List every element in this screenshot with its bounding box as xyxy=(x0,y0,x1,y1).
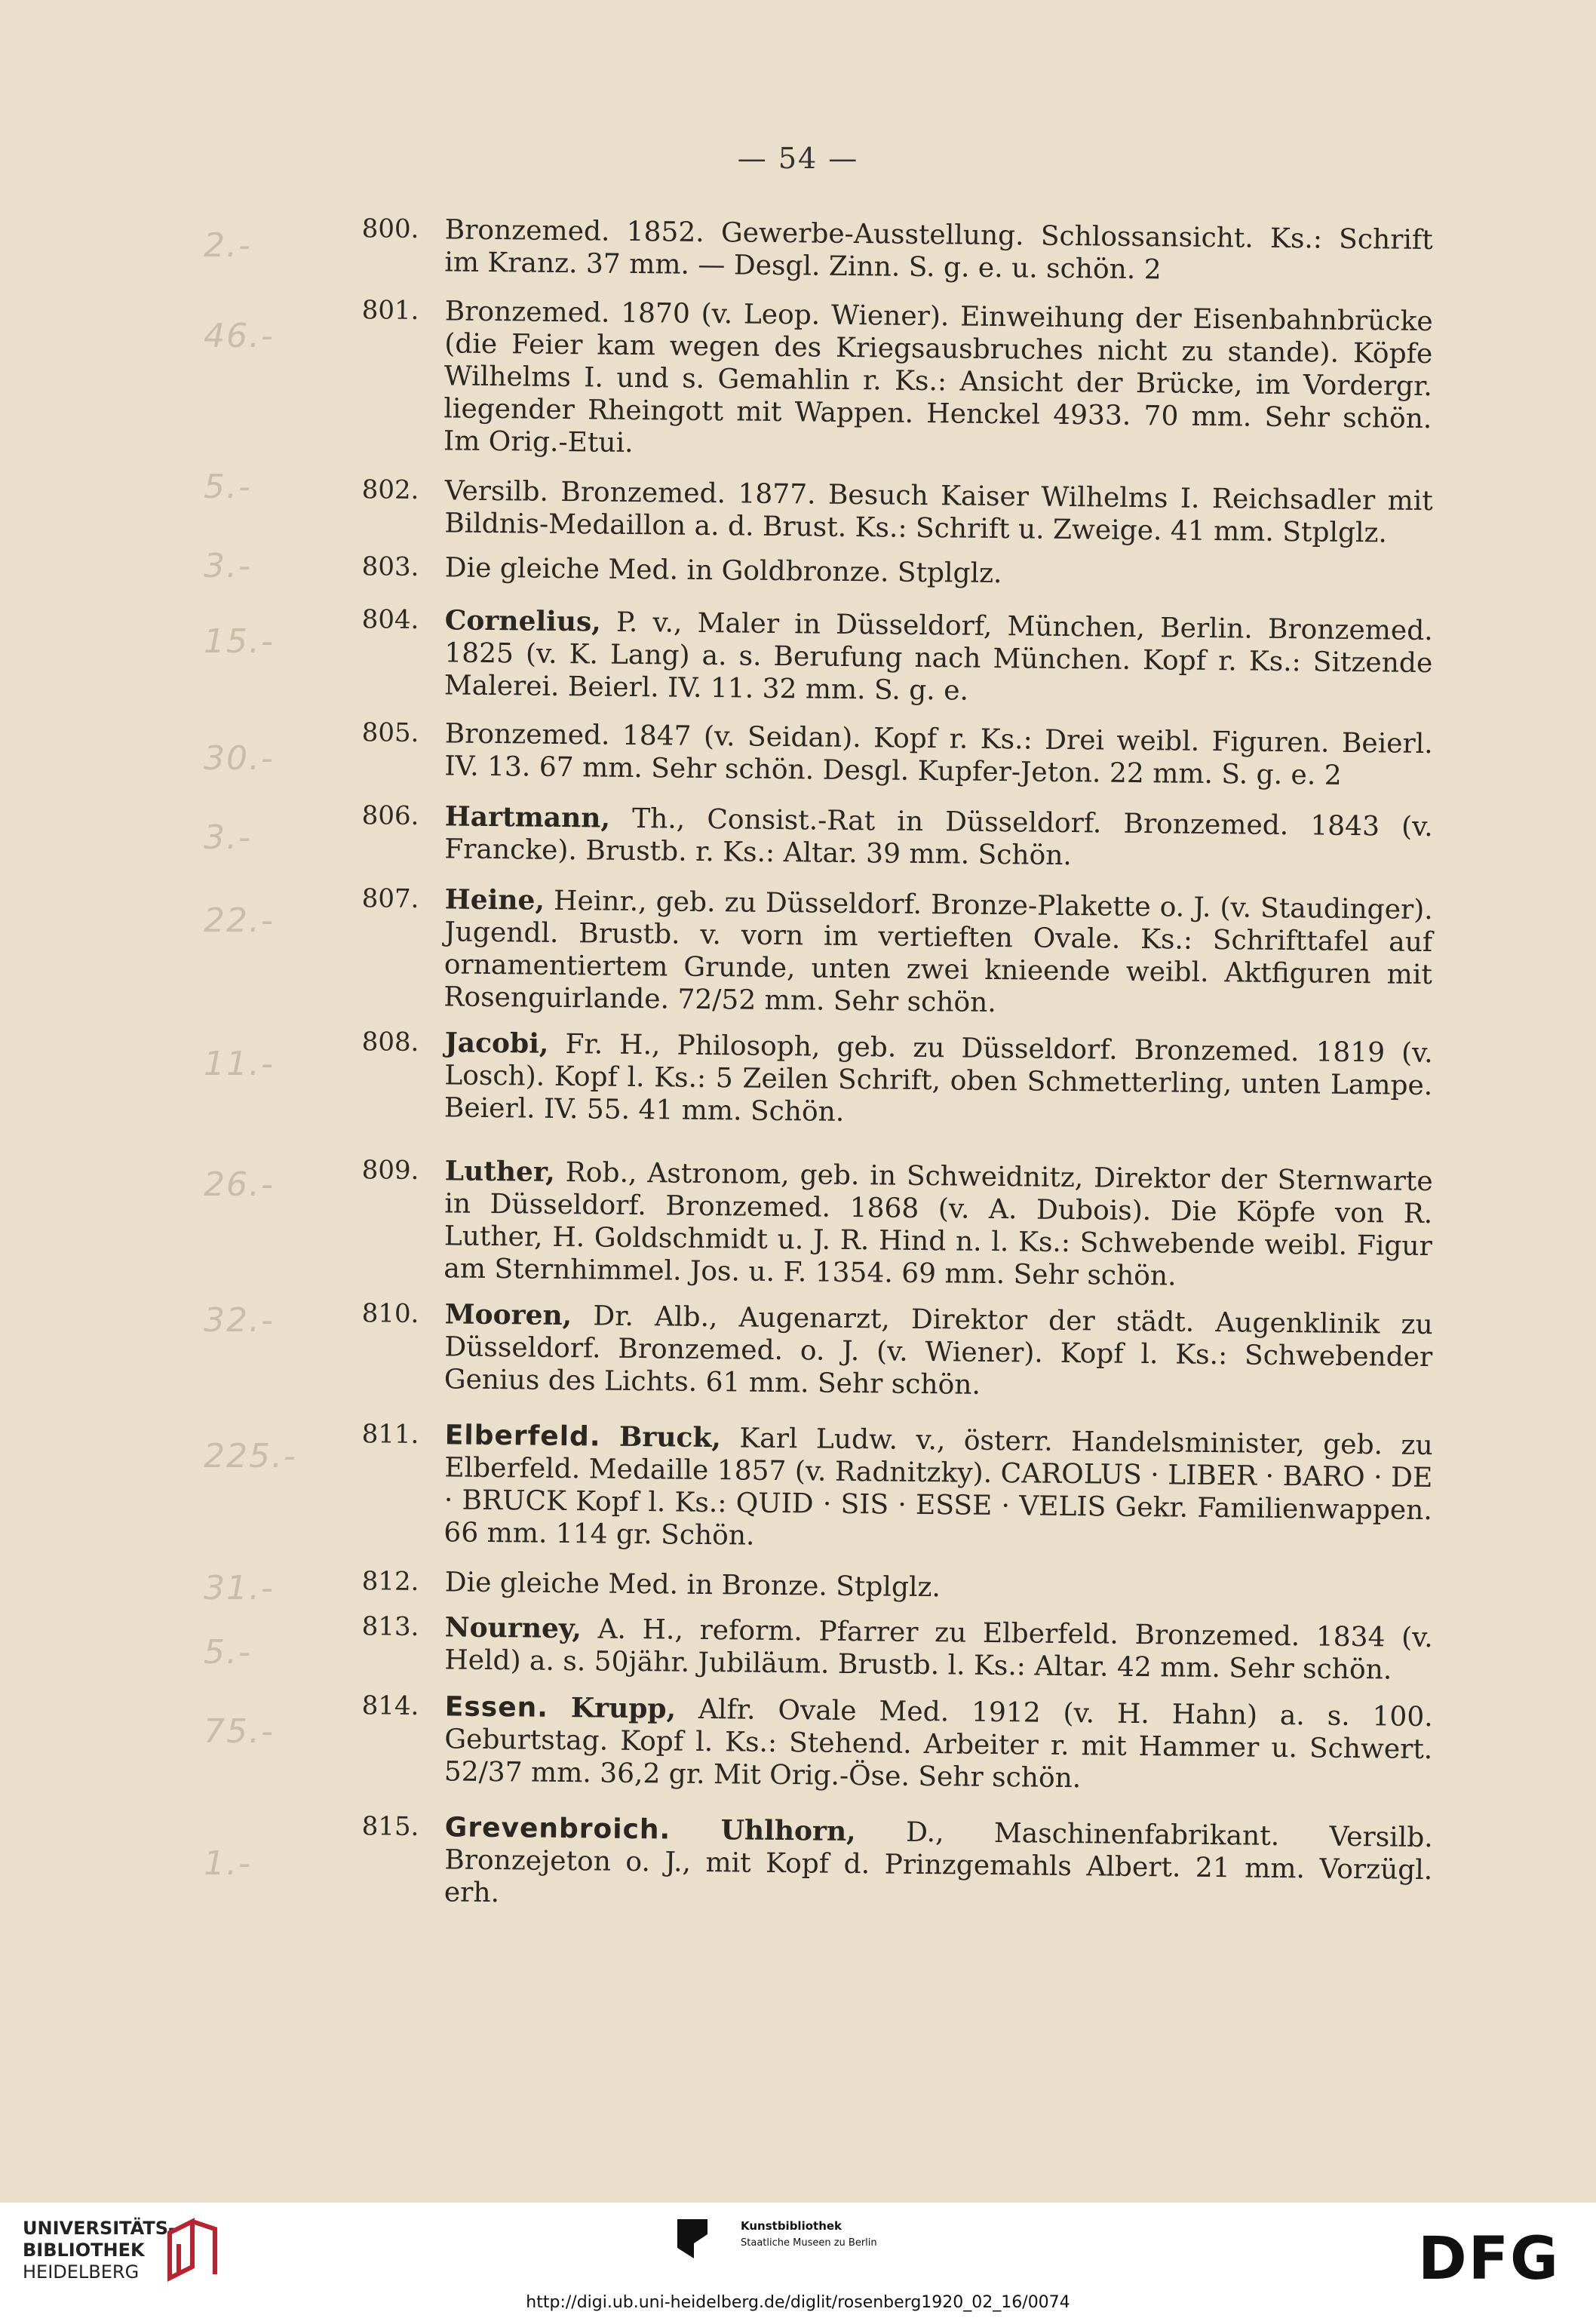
entry-number: 811. xyxy=(361,1419,419,1450)
handwritten-price-note: 22.- xyxy=(204,901,275,940)
entry-number: 806. xyxy=(361,800,419,831)
entry-text: Luther, Rob., Astronom, geb. in Schweidnitz, Direktor der Sternwarte in Düsseldorf. Bronzemed. 1868 (v. A. Dubois). Die Köpfe von R. Luther, H. Goldschmidt u. J. R. Hind n. l. Ks.: Schwebende weibl. Figur am Sternhimmel. Jos. u. F. 1354. 69 mm. Sehr schön. xyxy=(444,1155,1433,1292)
catalogue-entry xyxy=(347,1810,1433,1909)
entry-text: Jacobi, Fr. H., Philosoph, geb. zu Düsseldorf. Bronzemed. 1819 (v. Losch). Kopf l. Ks.: 5 Zeilen Schrift, oben Schmetterling, unten Lampe. Beierl. IV. 55. 41 mm. Schön. xyxy=(444,1027,1433,1128)
entry-text: Nourney, A. H., reform. Pfarrer zu Elberfeld. Bronzemed. 1834 (v. Held) a. s. 50jähr. Jubiläum. Brustb. l. Ks.: Altar. 42 mm. Sehr schön. xyxy=(444,1611,1433,1686)
catalogue-entry xyxy=(347,800,1433,872)
handwritten-price-note: 31.- xyxy=(204,1569,275,1607)
entry-text: Versilb. Bronzemed. 1877. Besuch Kaiser Wilhelms I. Reichsadler mit Bildnis-Medaillon a. d. Brust. Ks.: Schrift u. Zweige. 41 mm. Stplglz. xyxy=(444,475,1433,549)
handwritten-price-note: 75.- xyxy=(204,1712,275,1751)
handwritten-price-note: 5.- xyxy=(204,1633,252,1672)
entry-text: Heine, Heinr., geb. zu Düsseldorf. Bronze-Plakette o. J. (v. Staudinger). Jugendl. Brustb. v. vorn im vertieften Ovale. Ks.: Schrifttafel auf ornamentiertem Grunde, unten zwei knieende weibl. Aktfiguren mit Rosenguirlande. 72/52 mm. Sehr schön. xyxy=(444,883,1433,1019)
catalogue-entry xyxy=(347,294,1433,459)
ub-logo-line1: UNIVERSITÄTS- xyxy=(23,2218,176,2239)
entry-text: Mooren, Dr. Alb., Augenarzt, Direktor der städt. Augenklinik zu Düsseldorf. Bronzemed. o. J. (v. Wiener). Kopf l. Ks.: Schwebender Genius des Lichts. 61 mm. Sehr schön. xyxy=(444,1298,1433,1401)
entry-number: 815. xyxy=(361,1811,419,1842)
kunstbibliothek-subtitle: Staatliche Museen zu Berlin xyxy=(741,2237,877,2249)
kunstbibliothek-label[interactable] xyxy=(741,2219,877,2249)
entry-number: 814. xyxy=(361,1690,419,1721)
catalogue-entry xyxy=(347,883,1433,1019)
handwritten-price-note: 225.- xyxy=(204,1437,297,1475)
handwritten-price-note: 1.- xyxy=(204,1844,252,1883)
handwritten-price-note: 30.- xyxy=(204,739,275,778)
catalogue-entry xyxy=(347,1154,1433,1292)
entry-number: 812. xyxy=(361,1566,419,1597)
catalogue-entry xyxy=(347,213,1433,286)
handwritten-price-note: 32.- xyxy=(204,1301,275,1340)
entry-number: 809. xyxy=(361,1155,419,1186)
ub-logo-line2: BIBLIOTHEK xyxy=(23,2240,145,2261)
handwritten-price-note: 2.- xyxy=(204,226,252,265)
ub-heidelberg-mark-icon xyxy=(162,2214,223,2282)
entry-number: 803. xyxy=(361,551,419,582)
catalogue-entry xyxy=(347,1610,1433,1686)
kunstbibliothek-title: Kunstbibliothek xyxy=(741,2219,843,2233)
handwritten-price-note: 15.- xyxy=(204,622,275,661)
entry-text: Essen. Krupp, Alfr. Ovale Med. 1912 (v. H. Hahn) a. s. 100. Geburtstag. Kopf l. Ks.: Stehend. Arbeiter r. mit Hammer u. Schwert. 52/37 mm. 36,2 gr. Mit Orig.-Öse. Sehr schön. xyxy=(444,1691,1433,1795)
entry-text: Cornelius, P. v., Maler in Düsseldorf, München, Berlin. Bronzemed. 1825 (v. K. Lang) a. s. Berufung nach München. Kopf r. Ks.: Sitzende Malerei. Beierl. IV. 11. 32 mm. S. g. e. xyxy=(444,604,1433,707)
handwritten-price-note: 26.- xyxy=(204,1165,275,1204)
handwritten-price-note: 46.- xyxy=(204,317,275,355)
page-number: — 54 — xyxy=(737,142,859,175)
catalogue-entry xyxy=(347,717,1433,791)
catalogue-entry xyxy=(347,1418,1433,1552)
entry-number: 802. xyxy=(361,474,419,505)
entry-text: Hartmann, Th., Consist.-Rat in Düsseldorf. Bronzemed. 1843 (v. Francke). Brustb. r. Ks.: Altar. 39 mm. Schön. xyxy=(444,800,1433,872)
entry-number: 813. xyxy=(361,1611,419,1642)
handwritten-price-note: 11.- xyxy=(204,1045,275,1083)
source-url-link[interactable]: http://digi.ub.uni-heidelberg.de/diglit/rosenberg1920_02_16/0074 xyxy=(526,2293,1070,2312)
entry-text: Bronzemed. 1847 (v. Seidan). Kopf r. Ks.: Drei weibl. Figuren. Beierl. IV. 13. 67 mm. Sehr schön. Desgl. Kupfer-Jeton. 22 mm. S. g. e. 2 xyxy=(444,718,1433,791)
entry-number: 807. xyxy=(361,883,419,914)
entry-number: 810. xyxy=(361,1298,419,1329)
entry-text: Grevenbroich. Uhlhorn, D., Maschinenfabrikant. Versilb. Bronzejeton o. J., mit Kopf d. Prinzgemahls Albert. 21 mm. Vorzügl. erh. xyxy=(444,1812,1433,1909)
dfg-logo[interactable]: DFG xyxy=(1418,2225,1561,2293)
catalogue-entry xyxy=(347,603,1433,707)
entry-number: 801. xyxy=(361,295,419,326)
catalogue-entry xyxy=(347,1297,1433,1401)
catalogue-entry xyxy=(347,1026,1433,1128)
entry-text: Die gleiche Med. in Bronze. Stplglz. xyxy=(444,1567,941,1604)
entry-number: 804. xyxy=(361,604,419,635)
entry-text: Bronzemed. 1870 (v. Leop. Wiener). Einweihung der Eisenbahnbrücke (die Feier kam wegen des Kriegsausbruches nicht zu stande). Köpfe Wilhelms I. und s. Gemahlin r. Ks.: Ansicht der Brücke, im Vordergr. liegender Rheingott mit Wappen. Henckel 4933. 70 mm. Sehr schön. Im Orig.-Etui. xyxy=(443,296,1433,459)
entry-text: Elberfeld. Bruck, Karl Ludw. v., österr. Handelsminister, geb. zu Elberfeld. Medaille 1857 (v. Radnitzky). CAROLUS · LIBER · BARO · DE · BRUCK Kopf l. Ks.: QUID · SIS · ESSE · VELIS Gekr. Familienwappen. 66 mm. 114 gr. Schön. xyxy=(444,1420,1433,1552)
catalogue-entry xyxy=(347,474,1433,549)
catalogue-entry xyxy=(347,551,1433,590)
entry-number: 800. xyxy=(361,213,419,244)
entry-number: 808. xyxy=(361,1027,419,1058)
entry-number: 805. xyxy=(361,717,419,748)
kunstbibliothek-logo-icon xyxy=(677,2219,707,2258)
catalogue-entry xyxy=(347,1565,1433,1604)
handwritten-price-note: 3.- xyxy=(204,547,252,585)
handwritten-price-note: 3.- xyxy=(204,818,252,857)
entry-text: Die gleiche Med. in Goldbronze. Stplglz. xyxy=(444,552,1002,590)
ub-logo-line3: HEIDELBERG xyxy=(23,2261,140,2283)
handwritten-price-note: 5.- xyxy=(204,468,252,506)
entry-text: Bronzemed. 1852. Gewerbe-Ausstellung. Schlossansicht. Ks.: Schrift im Kranz. 37 mm. — Desgl. Zinn. S. g. e. u. schön. 2 xyxy=(444,214,1433,286)
catalogue-entry xyxy=(347,1690,1433,1795)
